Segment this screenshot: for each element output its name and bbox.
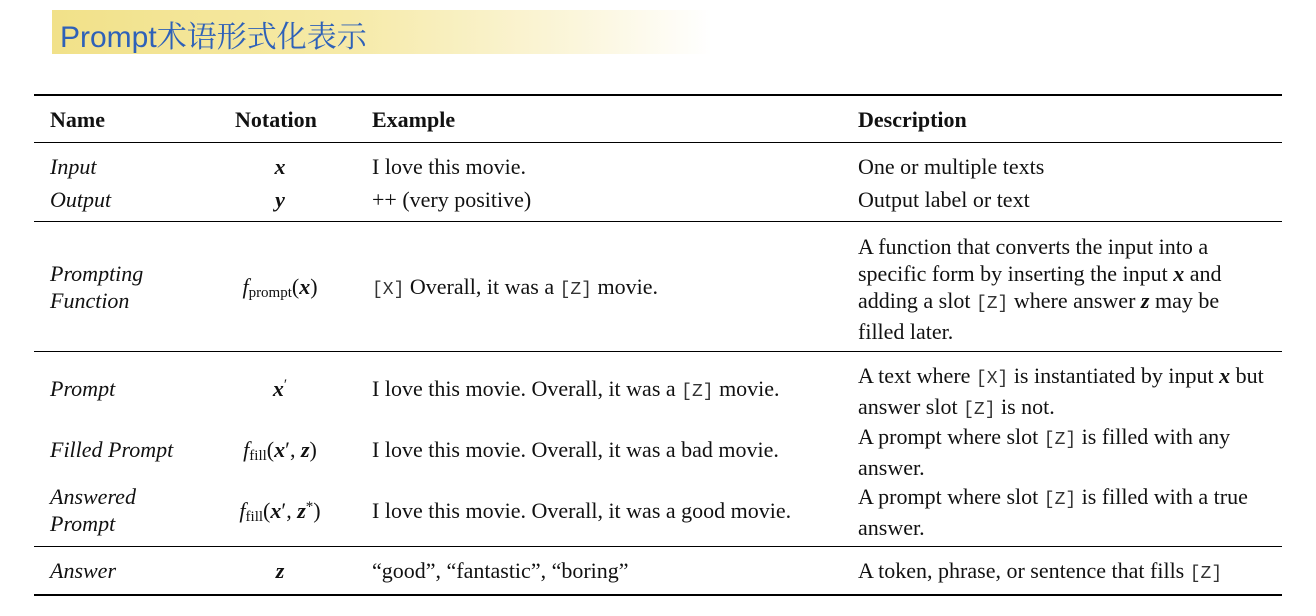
row-answered-prompt-name: Answered Prompt (50, 484, 136, 536)
row-prompt-name: Prompt (50, 376, 116, 401)
header-rule (34, 142, 1282, 143)
row-answer-description: A token, phrase, or sentence that fills [Z] (858, 558, 1223, 584)
row-input-description: One or multiple texts (858, 154, 1045, 179)
row-output-name: Output (50, 187, 112, 212)
row-input-name: Input (50, 154, 97, 179)
row-output-example: ++ (very positive) (372, 187, 532, 212)
row-filled-prompt-description: A prompt where slot [Z] is filled with any answer. (858, 424, 1231, 480)
row-input-notation: x (274, 154, 286, 179)
row-output-description: Output label or text (858, 187, 1030, 212)
header-example: Example (372, 107, 456, 132)
row-answered-prompt-notation: $f_{fill}(x'$, z*) (239, 498, 321, 525)
slide-title: Prompt术语形式化表示 (60, 21, 367, 54)
row-prompt-description: A text where [X] is instantiated by input x but answer slot [Z] is not. (858, 363, 1264, 420)
group-rule-3 (34, 546, 1282, 547)
row-answer-notation: z (275, 558, 285, 583)
group-rule-2 (34, 351, 1282, 352)
row-answer-example: “good”, “fantastic”, “boring” (372, 558, 629, 583)
group-rule-1 (34, 221, 1282, 222)
row-prompting-function-description: A function that converts the input into a specific form by inserting the input x and adding a slot [Z] where answer z may be filled later. (858, 234, 1222, 344)
row-output-notation: y (275, 187, 285, 212)
row-filled-prompt-example: I love this movie. Overall, it was a bad movie. (372, 437, 779, 462)
row-answer-name: Answer (50, 558, 116, 583)
row-prompting-function-example: [X] Overall, it was a [Z] movie. (372, 274, 658, 300)
table-top-rule (34, 94, 1282, 96)
row-answered-prompt-example: I love this movie. Overall, it was a good movie. (372, 498, 792, 523)
row-input-example: I love this movie. (372, 154, 526, 179)
slide-title-bar (52, 10, 712, 54)
table-bottom-rule (34, 594, 1282, 596)
header-description: Description (858, 107, 967, 132)
header-notation: Notation (235, 107, 317, 132)
header-name: Name (50, 107, 105, 132)
row-answered-prompt-description: A prompt where slot [Z] is filled with a true answer. (858, 484, 1248, 540)
row-filled-prompt-notation: $f_{fill}(x'$, z) (243, 437, 317, 464)
row-filled-prompt-name: Filled Prompt (50, 437, 174, 462)
row-prompting-function-notation: $f_{prompt}(x)$ (242, 274, 318, 301)
row-prompting-function-name: Prompting Function (50, 261, 144, 313)
row-prompt-notation: x′ (272, 376, 288, 401)
row-prompt-example: I love this movie. Overall, it was a [Z] movie. (372, 376, 780, 402)
